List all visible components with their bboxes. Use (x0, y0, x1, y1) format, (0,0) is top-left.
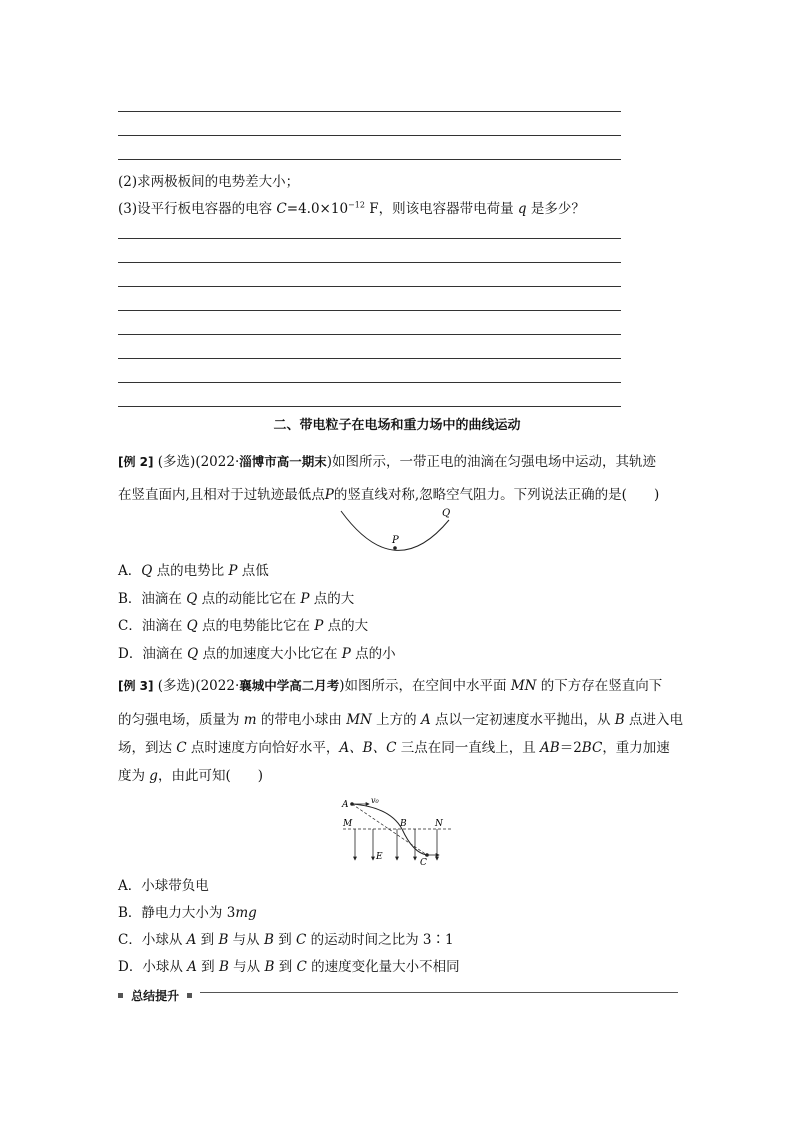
example-3-line-2: 的匀强电场，质量为 m 的带电小球由 MN 上方的 A 点以一定初速度水平抛出，从 B 点进入电 (118, 712, 683, 728)
point-m-label: M (343, 819, 353, 829)
example-2-line-2: 在竖直面内,且相对于过轨迹最低点P的竖直线对称,忽略空气阻力。下列说法正确的是( ) (118, 487, 660, 503)
answer-line (118, 286, 621, 287)
summary-rule (200, 992, 678, 993)
example-2-option-d: D．油滴在 Q 点的加速度大小比它在 P 点的小 (118, 646, 396, 662)
question-2: (2)求两极板间的电势差大小； (118, 174, 300, 190)
summary-label: 总结提升 (131, 989, 180, 1003)
summary-header (118, 985, 678, 1001)
example-2-line-1: [例 2] (多选)(2022·淄博市高一期末)如图所示，一带正电的油滴在匀强电场中运动，其轨迹 (118, 454, 657, 470)
answer-line (118, 159, 621, 160)
answer-line (118, 310, 621, 311)
point-q-label: Q (442, 508, 451, 519)
answer-line (118, 238, 621, 239)
answer-line (118, 382, 621, 383)
square-bullet-icon (118, 993, 123, 998)
question-3: (3)设平行板电容器的电容 $C=4.0\times 10^{-12}$ F，则该电容器带电荷量 q 是多少？ (118, 200, 585, 217)
answer-line (118, 111, 621, 112)
example-3-line-3: 场，到达 C 点时速度方向恰好水平，A、B、C 三点在同一直线上，且 AB＝2BC，重力加速 (118, 740, 670, 756)
electric-field-projectile-figure (335, 787, 460, 867)
square-bullet-icon (187, 993, 192, 998)
answer-line (118, 358, 621, 359)
point-a-label: A (342, 800, 349, 810)
line-abc (352, 804, 427, 855)
answer-line (118, 334, 621, 335)
example-2-option-b: B．油滴在 Q 点的动能比它在 P 点的大 (118, 591, 355, 607)
example-3-line-1: [例 3] (多选)(2022·襄城中学高二月考)如图所示，在空间中水平面 MN 的下方存在竖直向下 (118, 678, 663, 694)
answer-line (118, 406, 621, 407)
point-c-label: C (420, 858, 427, 868)
point-a-marker (350, 802, 354, 806)
example-3-option-a: A．小球带负电 (118, 878, 209, 894)
example-2-option-a: A．Q 点的电势比 P 点低 (118, 563, 269, 579)
point-b-label: B (400, 819, 407, 829)
example-3-option-d: D．小球从 A 到 B 与从 B 到 C 的速度变化量大小不相同 (118, 959, 460, 975)
v0-label: v₀ (371, 796, 379, 805)
oil-drop-trajectory-figure (335, 505, 465, 555)
field-e-label: E (376, 852, 383, 862)
point-p-label: P (392, 535, 399, 546)
example-3-option-c: C．小球从 A 到 B 与从 B 到 C 的运动时间之比为 3∶1 (118, 932, 454, 948)
point-n-label: N (435, 819, 443, 829)
point-c-marker (425, 853, 429, 857)
example-3-line-4: 度为 g，由此可知( ) (118, 768, 263, 784)
answer-line (118, 262, 621, 263)
example-3-option-b: B．静电力大小为 3mg (118, 905, 257, 921)
example-2-option-c: C．油滴在 Q 点的电势能比它在 P 点的大 (118, 618, 369, 634)
point-p-marker (393, 546, 397, 550)
answer-line (118, 135, 621, 136)
section-heading: 二、带电粒子在电场和重力场中的曲线运动 (273, 418, 521, 433)
